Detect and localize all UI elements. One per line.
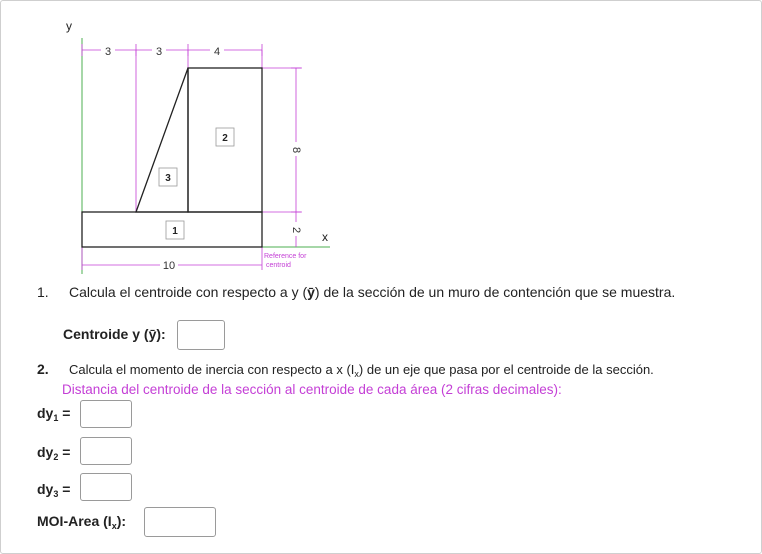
dim-top-3: 4 (213, 46, 221, 58)
question-2-sub: x (354, 369, 359, 379)
ybar-symbol: ȳ (307, 284, 315, 300)
reference-label-line2: centroid (266, 262, 291, 269)
area-label-3: 3 (165, 173, 171, 184)
area-label-1: 1 (172, 226, 178, 237)
question-2 (37, 361, 654, 377)
dy3-label: $dy_3$ = (37, 481, 71, 499)
question-2-number: 2. (37, 361, 49, 377)
dim-top-1: 3 (104, 46, 112, 58)
question-1-text-b: ) de la sección de un muro de contención que se muestra. (314, 284, 676, 300)
distance-note: Distancia del centroide de la sección al centroide de cada área (2 cifras decimales): (62, 382, 562, 397)
reference-label-line1: Reference for (264, 253, 307, 260)
dy1-label: $dy_1$ = (37, 405, 71, 423)
dim-bottom: 10 (162, 260, 176, 272)
question-1-number: 1. (37, 284, 49, 300)
y-axis-label: y (66, 19, 72, 33)
dy3-input[interactable] (80, 473, 132, 501)
moi-input[interactable] (144, 507, 216, 537)
centroid-label: Centroide y (ȳ): (63, 326, 166, 342)
dy2-label: $dy_2$ = (37, 444, 71, 462)
dy1-input[interactable] (80, 400, 132, 428)
dim-right-2: 2 (290, 226, 302, 234)
question-2-text-b: ) de un eje que pasa por el centroide de la sección. (358, 362, 654, 377)
dy2-input[interactable] (80, 437, 132, 465)
area-3-triangle (136, 68, 188, 212)
dim-top-2: 3 (155, 46, 163, 58)
question-1-text-a: Calcula el centroide con respecto a y ( (69, 284, 308, 300)
dim-right-1: 8 (290, 146, 302, 154)
centroid-input[interactable] (177, 320, 225, 350)
x-axis-label: x (322, 230, 328, 244)
question-1 (37, 282, 737, 302)
moi-label: MOI-Area $(I_x)$: (37, 513, 127, 531)
question-2-text-a: Calcula el momento de inercia con respecto a x (I (69, 362, 355, 377)
area-label-2: 2 (222, 133, 228, 144)
